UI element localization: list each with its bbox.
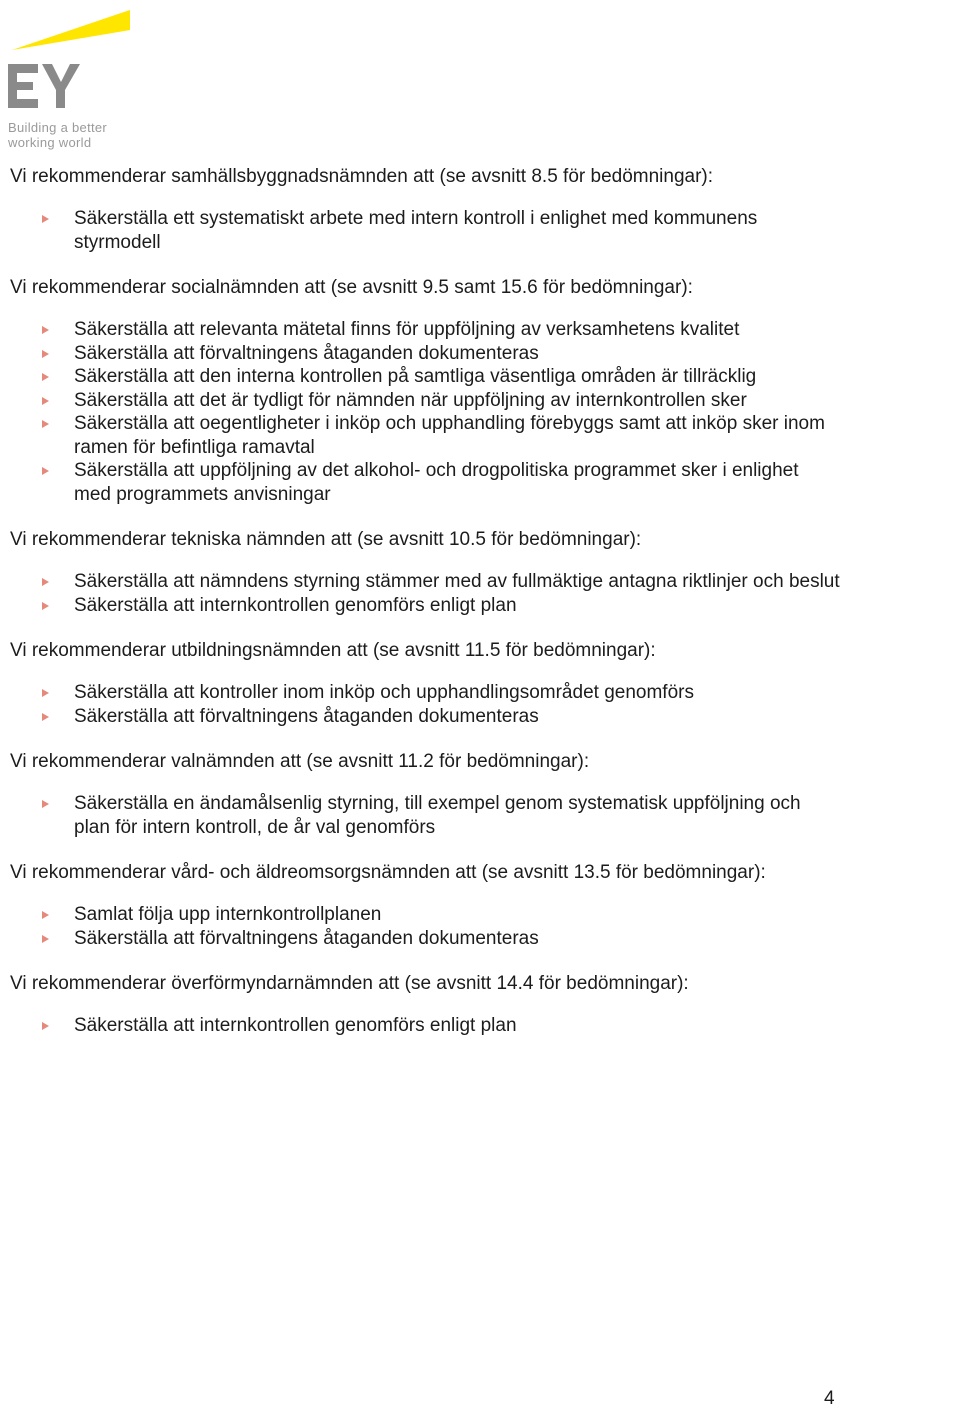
recommendation-text: Säkerställa att oegentligheter i inköp och upphandling förebyggs samt att inköp sker inom ramen för befintliga ramavtal: [74, 413, 825, 458]
recommendation-item: [74, 389, 840, 413]
recommendation-list: [10, 207, 840, 254]
recommendation-item: [74, 412, 840, 459]
ey-logo-mark: [6, 4, 136, 119]
recommendation-item: [74, 792, 840, 839]
tagline-line-1: Building a better: [8, 120, 108, 135]
recommendation-section: [10, 972, 840, 1038]
recommendation-item: [74, 594, 840, 618]
bullet-arrow-icon: [42, 713, 49, 721]
bullet-arrow-icon: [42, 350, 49, 358]
recommendation-text: Säkerställa att det är tydligt för nämnden när uppföljning av internkontrollen sker: [74, 389, 747, 411]
bullet-arrow-icon: [42, 689, 49, 697]
ey-tagline: [8, 120, 138, 150]
recommendation-item: [74, 570, 840, 594]
recommendation-section: [10, 861, 840, 950]
recommendation-list: [10, 570, 840, 617]
recommendation-text: Samlat följa upp internkontrollplanen: [74, 904, 382, 925]
recommendation-list: [10, 318, 840, 506]
ey-logo-beam: [12, 10, 130, 50]
bullet-arrow-icon: [42, 420, 49, 428]
recommendation-item: [74, 459, 840, 506]
recommendation-item: [74, 207, 840, 254]
recommendation-item: [74, 1014, 840, 1038]
bullet-arrow-icon: [42, 911, 49, 919]
recommendation-text: Säkerställa ett systematiskt arbete med intern kontroll i enlighet med kommunens styrmodell: [74, 208, 758, 253]
bullet-arrow-icon: [42, 1022, 49, 1030]
bullet-arrow-icon: [42, 215, 49, 223]
tagline-line-2: working world: [8, 135, 92, 150]
recommendations-body: [10, 165, 840, 1060]
recommendation-text: Säkerställa att den interna kontrollen på samtliga väsentliga områden är tillräcklig: [74, 366, 757, 387]
recommendation-item: [74, 903, 840, 927]
recommendation-item: [74, 365, 840, 389]
ey-logo: [6, 4, 136, 154]
recommendation-section: [10, 639, 840, 728]
recommendation-item: [74, 318, 840, 342]
bullet-arrow-icon: [42, 602, 49, 610]
recommendation-section: [10, 528, 840, 617]
recommendation-section: [10, 750, 840, 839]
bullet-arrow-icon: [42, 397, 49, 405]
bullet-arrow-icon: [42, 326, 49, 334]
bullet-arrow-icon: [42, 935, 49, 943]
recommendation-text: Säkerställa att relevanta mätetal finns för uppföljning av verksamhetens kvalitet: [74, 319, 740, 340]
section-intro: Vi rekommenderar överförmyndarnämnden att (se avsnitt 14.4 för bedömningar):: [10, 973, 689, 994]
section-intro: Vi rekommenderar utbildningsnämnden att (se avsnitt 11.5 för bedömningar):: [10, 640, 656, 661]
recommendation-list: [10, 1014, 840, 1038]
recommendation-text: Säkerställa att kontroller inom inköp och upphandlingsområdet genomförs: [74, 682, 694, 703]
recommendation-list: [10, 681, 840, 728]
recommendation-text: Säkerställa att förvaltningens åtaganden dokumenteras: [74, 705, 539, 727]
section-intro: Vi rekommenderar vård- och äldreomsorgsnämnden att (se avsnitt 13.5 för bedömningar):: [10, 862, 766, 883]
bullet-arrow-icon: [42, 578, 49, 586]
section-intro: Vi rekommenderar valnämnden att (se avsnitt 11.2 för bedömningar):: [10, 751, 590, 772]
recommendation-text: Säkerställa att internkontrollen genomförs enligt plan: [74, 594, 517, 616]
recommendation-list: [10, 903, 840, 950]
recommendation-section: [10, 165, 840, 254]
recommendation-text: Säkerställa en ändamålsenlig styrning, till exempel genom systematisk uppföljning och plan för intern kontroll, de år val genomförs: [74, 793, 801, 838]
bullet-arrow-icon: [42, 800, 49, 808]
section-intro: Vi rekommenderar socialnämnden att (se avsnitt 9.5 samt 15.6 för bedömningar):: [10, 277, 693, 298]
recommendation-text: Säkerställa att uppföljning av det alkohol- och drogpolitiska programmet sker i enlighet med programmets anvisningar: [74, 460, 799, 505]
section-intro: Vi rekommenderar samhällsbyggnadsnämnden att (se avsnitt 8.5 för bedömningar):: [10, 166, 714, 187]
page-number: 4: [824, 1388, 835, 1409]
recommendation-section: [10, 276, 840, 506]
recommendation-text: Säkerställa att förvaltningens åtaganden dokumenteras: [74, 342, 539, 364]
recommendation-list: [10, 792, 840, 839]
recommendation-item: [74, 927, 840, 951]
bullet-arrow-icon: [42, 373, 49, 381]
recommendation-item: [74, 342, 840, 366]
bullet-arrow-icon: [42, 467, 49, 475]
recommendation-text: Säkerställa att nämndens styrning stämmer med av fullmäktige antagna riktlinjer och beslut: [74, 571, 840, 592]
recommendation-text: Säkerställa att förvaltningens åtaganden dokumenteras: [74, 927, 539, 949]
recommendation-text: Säkerställa att internkontrollen genomförs enligt plan: [74, 1015, 517, 1036]
section-intro: Vi rekommenderar tekniska nämnden att (se avsnitt 10.5 för bedömningar):: [10, 529, 642, 550]
recommendation-item: [74, 705, 840, 729]
ey-logo-letters: [8, 64, 80, 108]
recommendation-item: [74, 681, 840, 705]
